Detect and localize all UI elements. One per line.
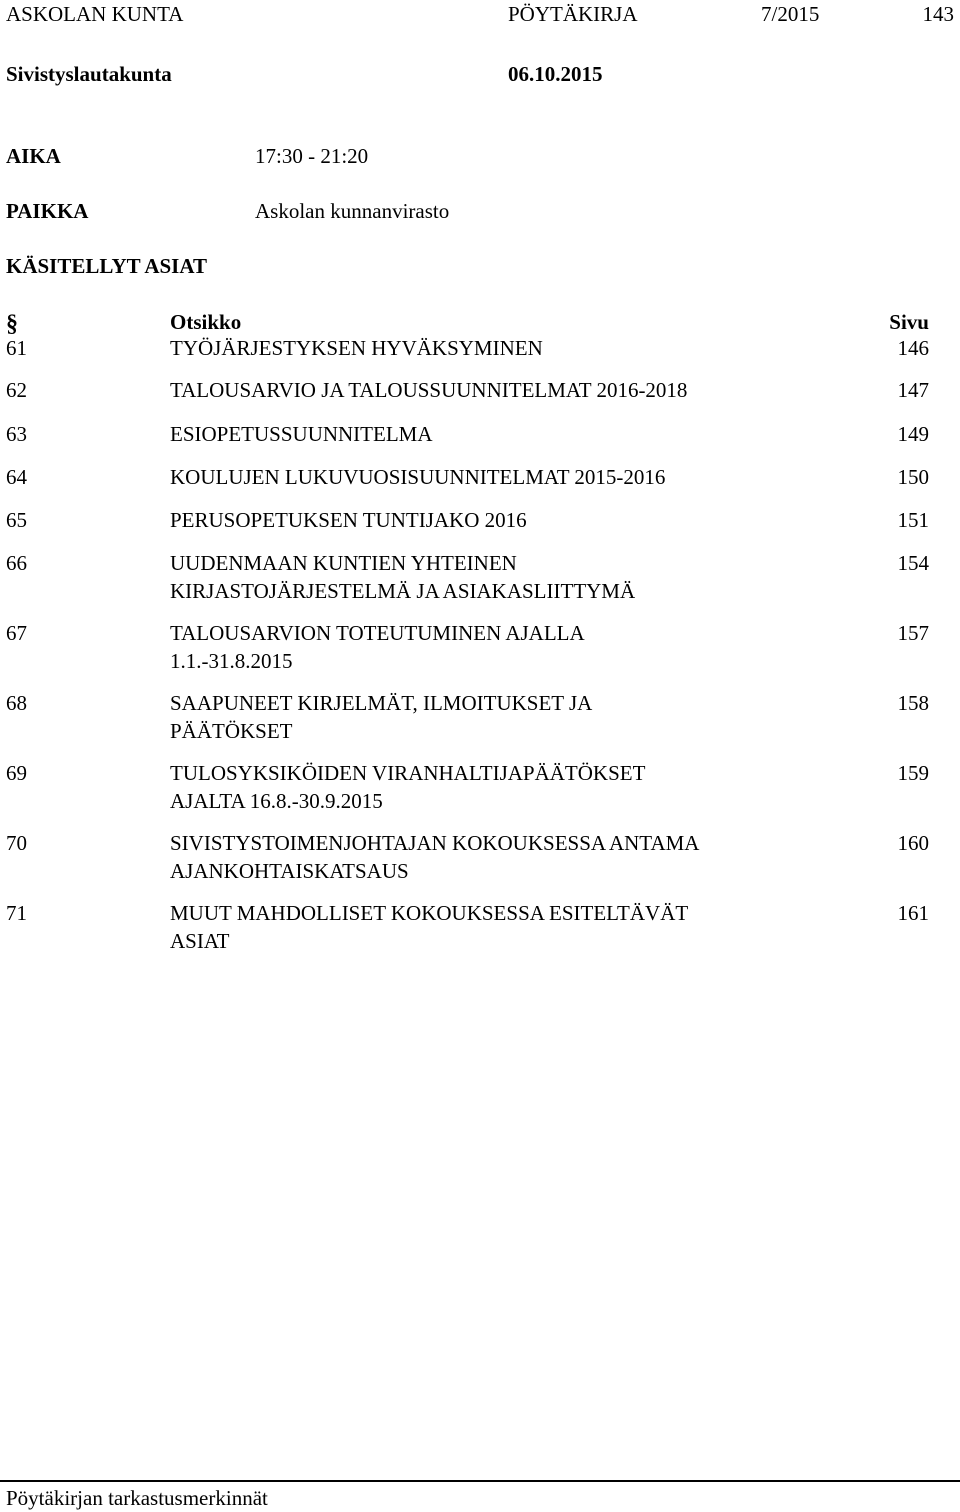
item-title: TULOSYKSIKÖIDEN VIRANHALTIJAPÄÄTÖKSET AJALTA 16.8.-30.9.2015 — [170, 761, 646, 813]
item-title: KOULUJEN LUKUVUOSISUUNNITELMAT 2015-2016 — [170, 465, 666, 489]
item-number: 63 — [6, 422, 27, 446]
document-type: PÖYTÄKIRJA — [508, 2, 638, 26]
item-page: 161 — [897, 901, 929, 925]
place-value: Askolan kunnanvirasto — [255, 199, 450, 223]
item-number: 67 — [6, 621, 27, 645]
item-page: 154 — [897, 551, 929, 575]
item-page: 151 — [897, 508, 929, 532]
item-page: 160 — [897, 831, 929, 855]
item-page: 150 — [897, 465, 929, 489]
item-number: 62 — [6, 378, 27, 402]
item-title: TYÖJÄRJESTYKSEN HYVÄKSYMINEN — [170, 336, 543, 360]
footer-text: Pöytäkirjan tarkastusmerkinnät — [6, 1486, 268, 1510]
footer-divider — [0, 1480, 960, 1482]
section-symbol: § — [6, 311, 18, 337]
item-page: 149 — [897, 422, 929, 446]
item-number: 70 — [6, 831, 27, 855]
title-column-header: Otsikko — [170, 310, 242, 334]
place-label: PAIKKA — [6, 199, 89, 223]
item-title: PERUSOPETUKSEN TUNTIJAKO 2016 — [170, 508, 527, 532]
item-title: MUUT MAHDOLLISET KOKOUKSESSA ESITELTÄVÄT ASIAT — [170, 901, 689, 953]
item-title: SIVISTYSTOIMENJOHTAJAN KOKOUKSESSA ANTAMA AJANKOHTAISKATSAUS — [170, 831, 700, 883]
board-name: Sivistyslautakunta — [6, 62, 172, 86]
item-number: 69 — [6, 761, 27, 785]
item-title: TALOUSARVION TOTEUTUMINEN AJALLA 1.1.-31.8.2015 — [170, 621, 585, 673]
item-number: 71 — [6, 901, 27, 925]
item-page: 147 — [897, 378, 929, 402]
item-number: 65 — [6, 508, 27, 532]
item-number: 66 — [6, 551, 27, 575]
meeting-date: 06.10.2015 — [508, 62, 603, 86]
time-label: AIKA — [6, 144, 61, 168]
page-number: 143 — [922, 2, 954, 26]
page-column-header: Sivu — [889, 310, 929, 334]
item-page: 158 — [897, 691, 929, 715]
item-title: UUDENMAAN KUNTIEN YHTEINEN KIRJASTOJÄRJESTELMÄ JA ASIAKASLIITTYMÄ — [170, 551, 636, 603]
municipality-name: ASKOLAN KUNTA — [6, 2, 184, 26]
item-title: TALOUSARVIO JA TALOUSSUUNNITELMAT 2016-2018 — [170, 378, 688, 402]
item-page: 146 — [897, 336, 929, 360]
item-title: ESIOPETUSSUUNNITELMA — [170, 422, 433, 446]
item-title: SAAPUNEET KIRJELMÄT, ILMOITUKSET JA PÄÄTÖKSET — [170, 691, 593, 743]
item-page: 157 — [897, 621, 929, 645]
item-number: 61 — [6, 336, 27, 360]
item-page: 159 — [897, 761, 929, 785]
item-number: 64 — [6, 465, 27, 489]
item-number: 68 — [6, 691, 27, 715]
time-value: 17:30 - 21:20 — [255, 144, 369, 168]
agenda-heading: KÄSITELLYT ASIAT — [6, 254, 207, 278]
document-number: 7/2015 — [761, 2, 820, 26]
